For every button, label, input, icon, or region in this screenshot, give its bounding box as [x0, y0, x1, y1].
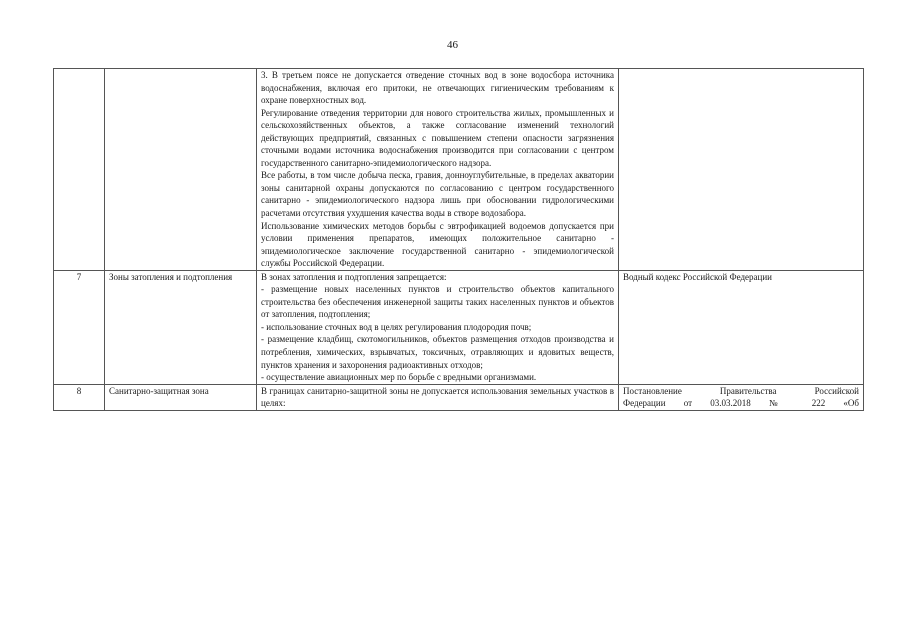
page-number: 46: [447, 39, 458, 51]
table-row: [54, 69, 864, 271]
requirement-paragraph: В границах санитарно-защитной зоны не допускается использования земельных участков в целях:: [261, 385, 614, 409]
legal-basis: [619, 384, 864, 410]
legal-basis-line: Федерации от 03.03.2018 № 222 «Об: [623, 398, 859, 409]
requirement-paragraph: - размещение кладбищ, скотомогильников, объектов размещения отходов производства и потребления, химических, взрывчатых, токсичных, отравляющих и ядовитых веществ, пунктов хранения и захоронения радиоактивных отходов;: [261, 334, 614, 370]
requirements-cell: [257, 384, 619, 410]
legal-basis: Водный кодекс Российской Федерации: [619, 270, 864, 384]
table-row: [54, 270, 864, 384]
requirement-paragraph: - осуществление авиационных мер по борьбе с вредными организмами.: [261, 372, 537, 383]
requirement-paragraph: В зонах затопления и подтопления запрещается:: [261, 271, 447, 282]
zone-name: Зоны затопления и подтопления: [105, 270, 257, 384]
requirement-paragraph: Регулирование отведения территории для нового строительства жилых, промышленных и сельскохозяйственных объектов, а также согласование изменений технологий действующих предприятий, связанных с повышением степени опасности загрязнения сточными водами источника водоснабжения производится при согласовании с центром государственного санитарно-эпидемиологического надзора.: [261, 107, 614, 168]
legal-basis: [619, 69, 864, 271]
requirements-cell: [257, 270, 619, 384]
requirement-paragraph: Использование химических методов борьбы с эвтрофикацией водоемов допускается при условии применения препаратов, имеющих положительное санитарно - эпидемиологическое заключение государственной санитарно - эпидемиологической службы Российской Федерации.: [261, 220, 614, 269]
table-row: [54, 384, 864, 410]
zone-name: [105, 69, 257, 271]
requirements-cell: [257, 69, 619, 271]
row-number: 8: [54, 384, 105, 410]
legal-basis-line: Постановление Правительства Российской: [623, 385, 859, 396]
requirement-paragraph: 3. В третьем поясе не допускается отведение сточных вод в зоне водосбора источника водоснабжения, включая его притоки, не отвечающих гигиеническим требованиям к охране поверхностных вод.: [261, 70, 614, 106]
row-number: [54, 69, 105, 271]
requirement-paragraph: Все работы, в том числе добыча песка, гравия, донноуглубительные, в пределах акватории зоны санитарной охраны допускаются по согласованию с центром государственного санитарно - эпидемиологического надзора лишь при обосновании гидрологическими расчетами отсутствия ухудшения качества воды в створе водозабора.: [261, 170, 614, 219]
regulations-table: [53, 68, 864, 411]
requirement-paragraph: - размещение новых населенных пунктов и строительство объектов капитального строительства без обеспечения инженерной защиты таких населенных пунктов и объектов от затопления, подтопления;: [261, 284, 614, 320]
requirement-paragraph: - использование сточных вод в целях регулирования плодородия почв;: [261, 321, 532, 332]
zone-name: Санитарно-защитная зона: [105, 384, 257, 410]
row-number: 7: [54, 270, 105, 384]
